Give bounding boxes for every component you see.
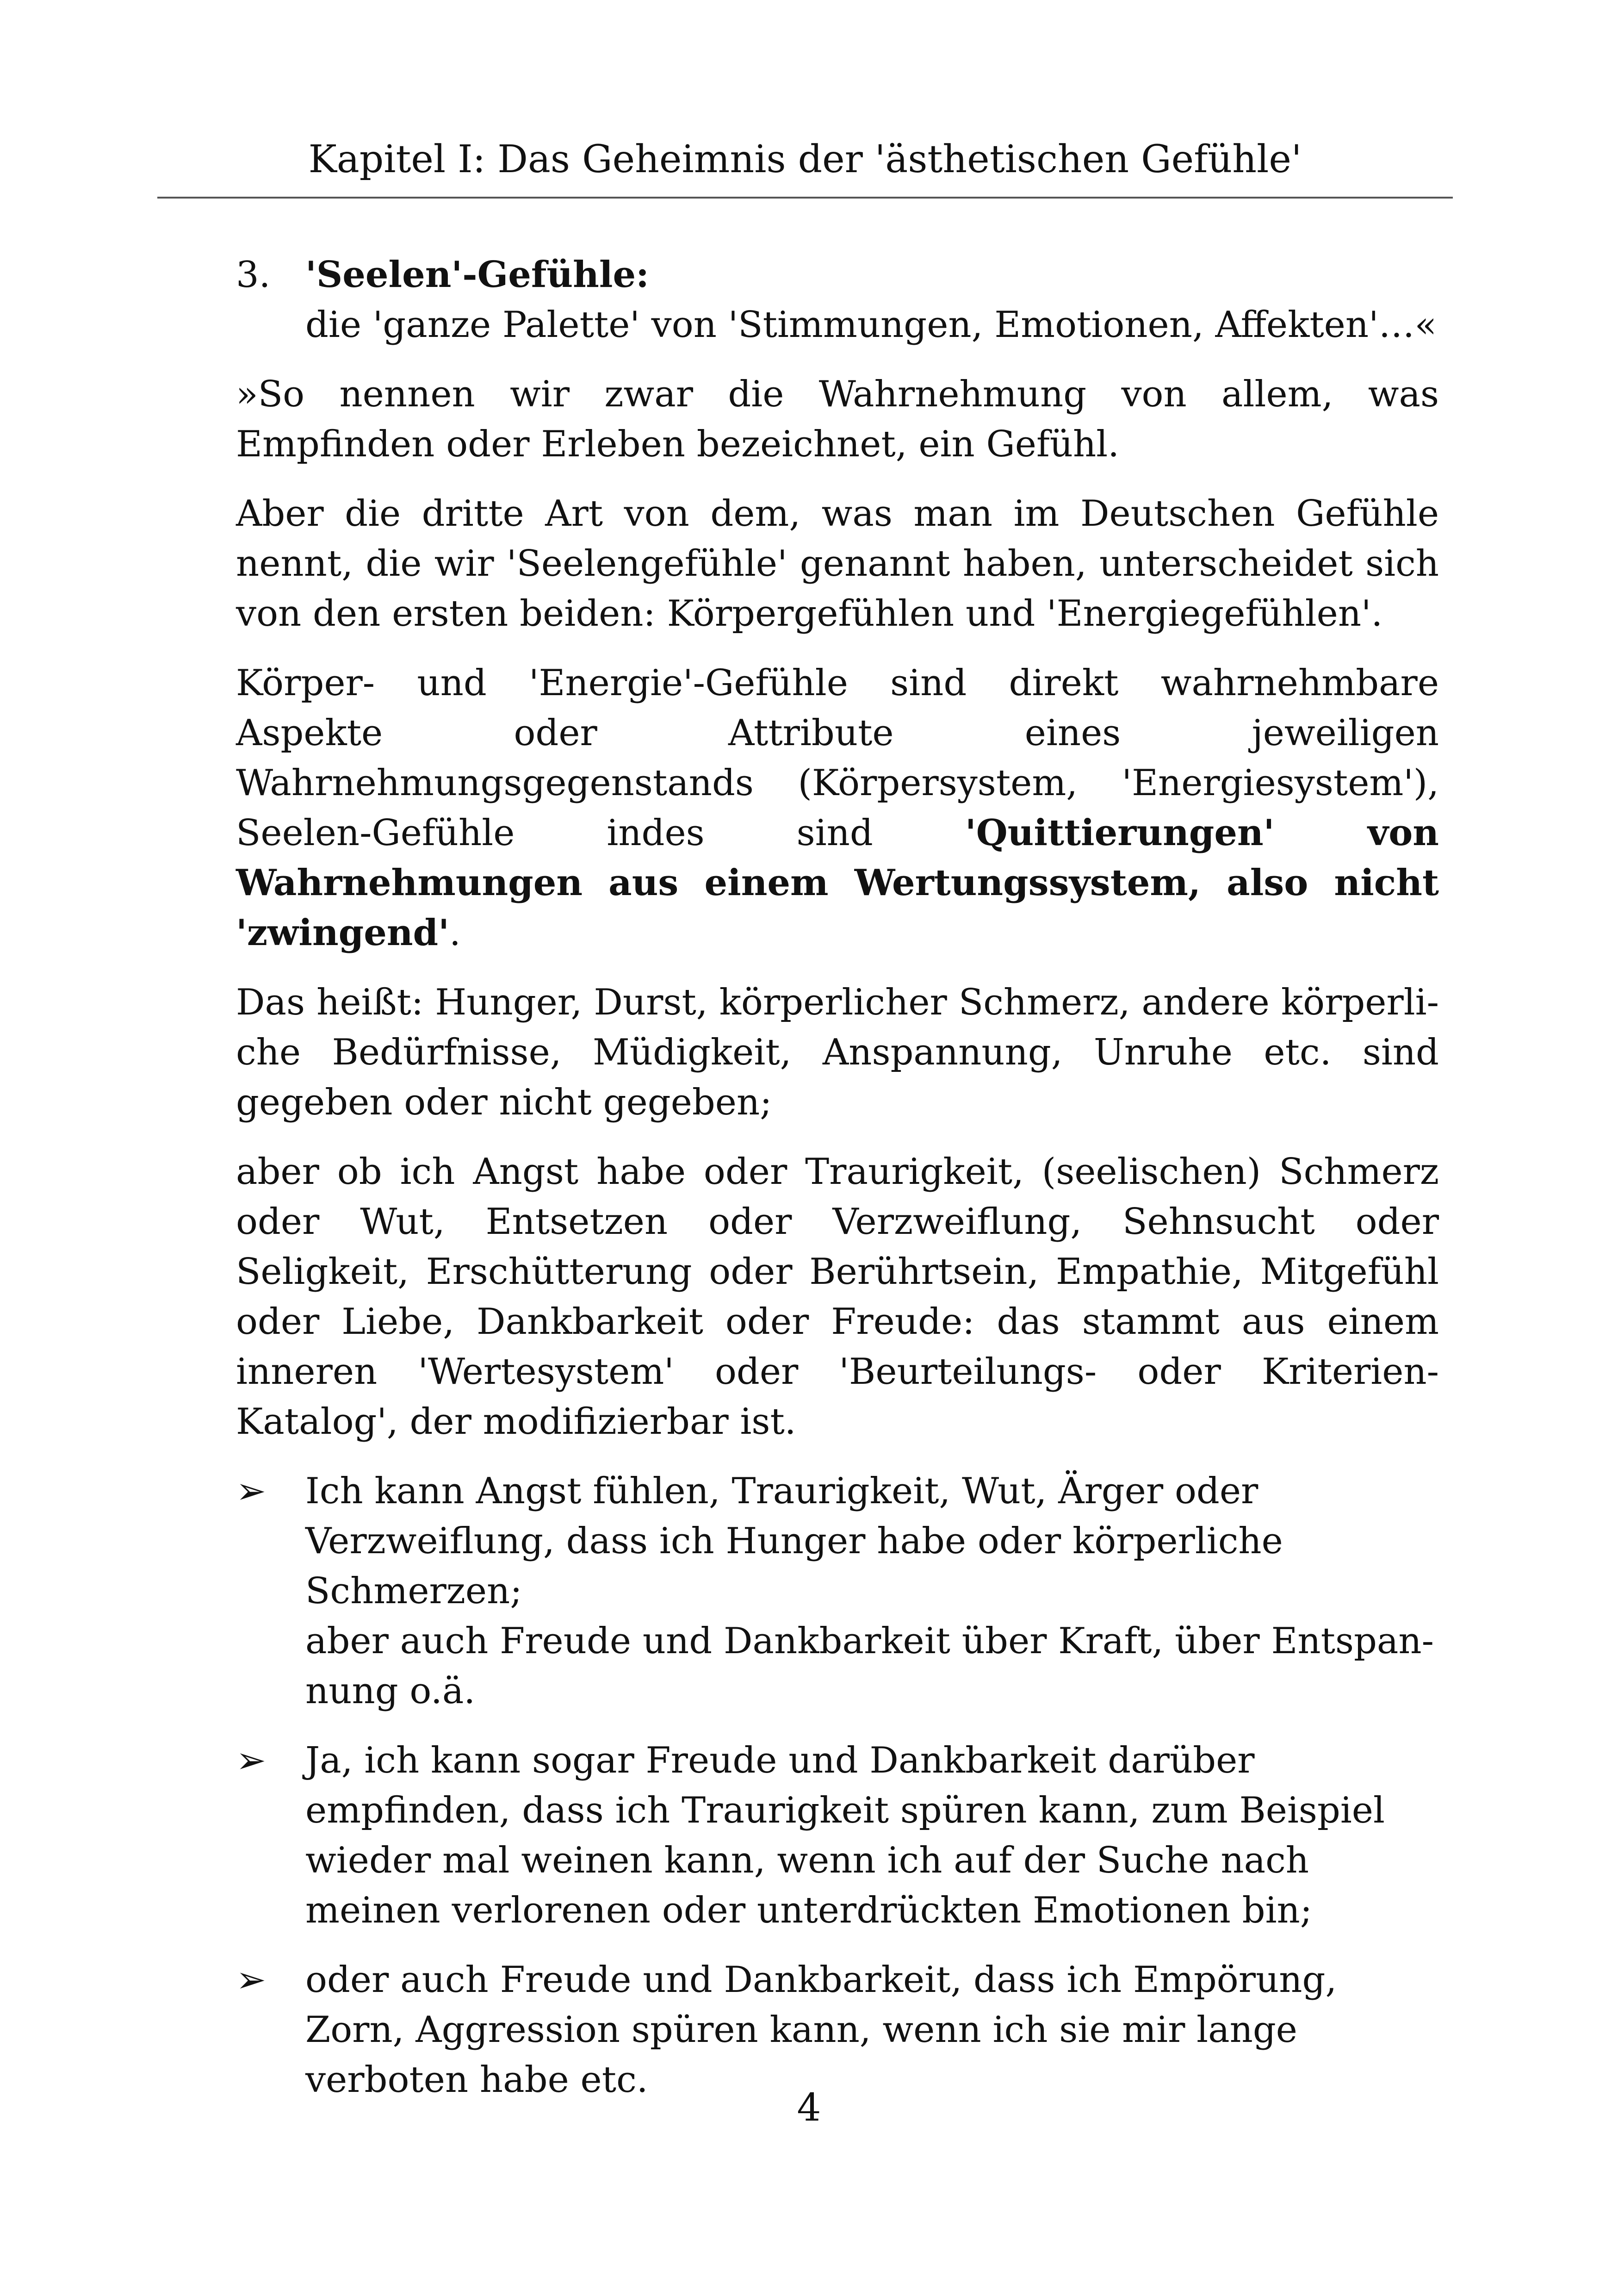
arrow-bullet-icon: ➢ <box>236 1959 267 2001</box>
paragraph-5: aber ob ich Angst habe oder Traurigkeit, (seelischen) Schmerz oder Wut, Entsetzen oder Verzweiflung, Sehnsucht oder Seligkeit, Erschütterung oder Berührtsein, Empathie, Mitgefühl oder Liebe, Dankbarkeit oder Freude: das stammt aus einem inneren 'Wertesystem' oder 'Beurteilungs- oder Kriterien-Katalog', der modifizierbar ist. <box>236 1151 1439 1443</box>
paragraph-3-text: Körper- und 'Energie'-Gefühle sind direkt wahrnehmbare Aspekte oder Attribute eines jeweiligen Wahrnehmungsgegenstands (Körpersystem, 'Energiesystem'), Seelen-Gefühle indes sind <box>236 662 1439 854</box>
header-divider <box>157 197 1453 199</box>
list-item-text-continued: aber auch Freude und Dankbarkeit über Kraft, über Entspannung o.ä. <box>305 1620 1434 1712</box>
list-item-text: Ja, ich kann sogar Freude und Dankbarkeit darüber empfinden, dass ich Traurigkeit spüren kann, zum Beispiel wieder mal weinen kann, wenn ich auf der Suche nach meinen verlorenen oder unterdrückten Emotionen bin; <box>305 1740 1385 1931</box>
numbered-section <box>236 250 1439 350</box>
paragraph-3 <box>236 658 1439 958</box>
paragraph-1: »So nennen wir zwar die Wahrnehmung von allem, was Empfinden oder Erleben bezeichnet, ein Gefühl. <box>236 373 1439 465</box>
section-number: 3. <box>236 254 271 296</box>
list-item <box>236 1466 1439 1716</box>
paragraph-4: Das heißt: Hunger, Durst, körperlicher Schmerz, andere körperliche Bedürfnisse, Müdigkeit, Anspannung, Unruhe etc. sind gegeben oder nicht gegeben; <box>236 982 1439 1123</box>
section-subline: die 'ganze Palette' von 'Stimmungen, Emotionen, Affekten'…« <box>305 304 1437 346</box>
bullet-list <box>236 1466 1439 2105</box>
section-heading: 'Seelen'-Gefühle: <box>305 254 649 296</box>
paragraph-3-emphasis: 'Quittierungen' von Wahrnehmungen aus einem Wertungssystem, also nicht 'zwingend' <box>236 812 1439 954</box>
list-item-text: Ich kann Angst fühlen, Traurigkeit, Wut, Ärger oder Verzweiflung, dass ich Hunger habe oder körperliche Schmerzen; <box>305 1470 1283 1612</box>
list-item <box>236 1736 1439 1935</box>
arrow-bullet-icon: ➢ <box>236 1740 267 1781</box>
list-item-text: oder auch Freude und Dankbarkeit, dass ich Empörung, Zorn, Aggression spüren kann, wenn ich sie mir lange verboten habe etc. <box>305 1959 1337 2101</box>
page-body <box>236 250 1439 2124</box>
arrow-bullet-icon: ➢ <box>236 1470 267 1512</box>
page-number: 4 <box>797 2086 821 2130</box>
paragraph-2: Aber die dritte Art von dem, was man im Deutschen Gefühle nennt, die wir 'Seelengefühle' genannt haben, unterscheidet sich von den ersten beiden: Körpergefühlen und 'Energiegefühlen'. <box>236 493 1439 635</box>
paragraph-3-end: . <box>449 912 461 954</box>
running-header: Kapitel I: Das Geheimnis der 'ästhetischen Gefühle' <box>308 137 1302 181</box>
